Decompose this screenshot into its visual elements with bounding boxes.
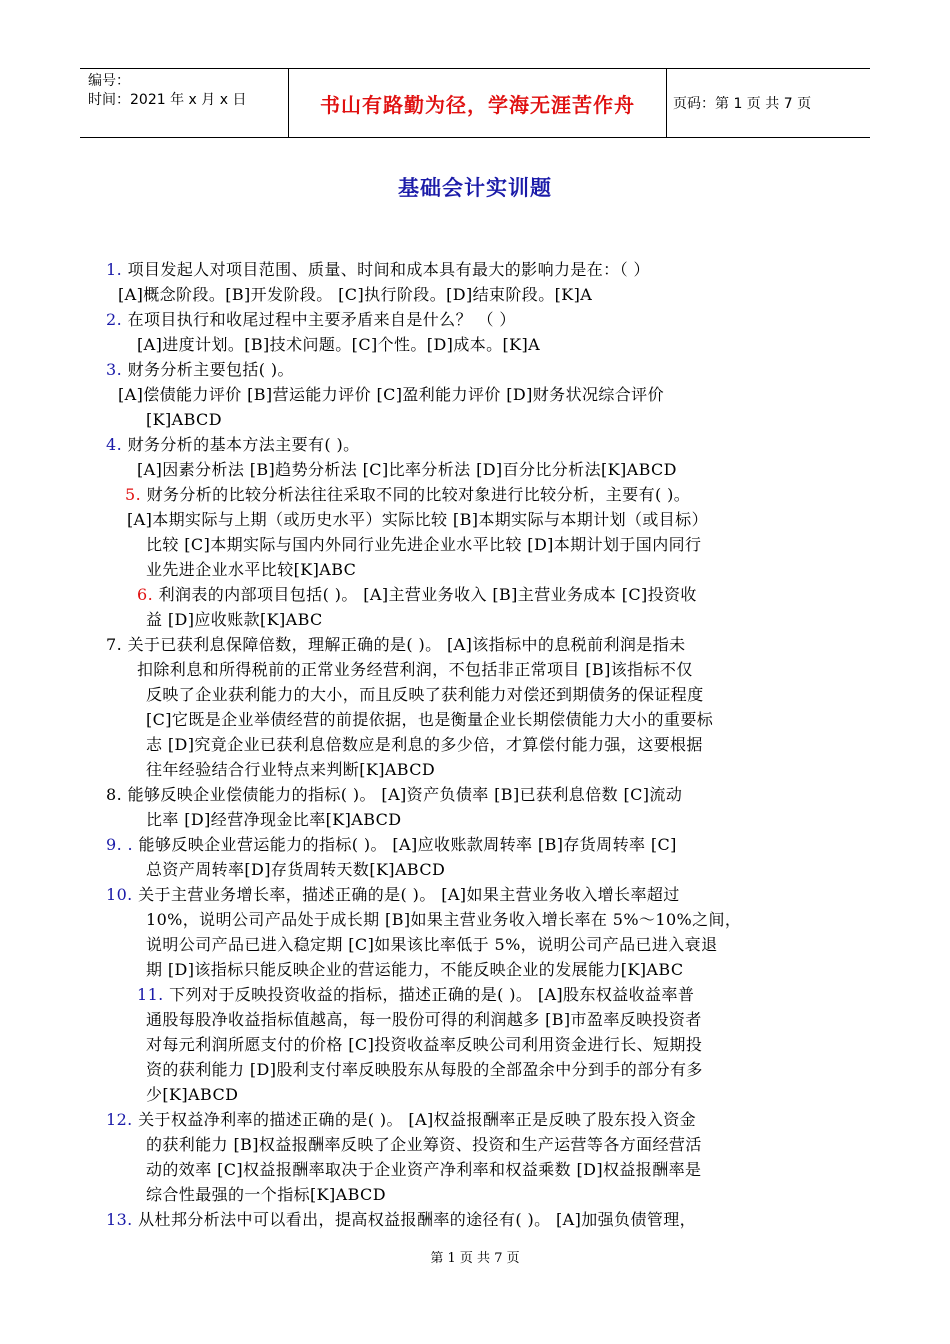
question-line: 2. 在项目执行和收尾过程中主要矛盾来自是什么？ （ ） bbox=[106, 310, 516, 329]
question-line: 的获利能力 [B]权益报酬率反映了企业筹资、投资和生产运营等各方面经营活 bbox=[146, 1135, 702, 1154]
question-line: 业先进企业水平比较[K]ABC bbox=[146, 560, 357, 579]
question-line: [K]ABCD bbox=[146, 410, 222, 429]
question-line: 少[K]ABCD bbox=[146, 1085, 239, 1104]
question-line: 对每元利润所愿支付的价格 [C]投资收益率反映公司利用资金进行长、短期投 bbox=[146, 1035, 703, 1054]
question-line: 11. 下列对于反映投资收益的指标，描述正确的是( )。 [A]股东权益收益率普 bbox=[137, 985, 695, 1004]
question-line: 益 [D]应收账款[K]ABC bbox=[146, 610, 323, 629]
question-line: 反映了企业获利能力的大小，而且反映了获利能力对偿还到期债务的保证程度 bbox=[146, 685, 704, 704]
code-label: 编号： bbox=[88, 73, 130, 89]
question-line: [A]概念阶段。[B]开发阶段。 [C]执行阶段。[D]结束阶段。[K]A bbox=[118, 285, 593, 304]
question-line: 比较 [C]本期实际与国内外同行业先进企业水平比较 [D]本期计划于国内同行 bbox=[146, 535, 702, 554]
header-page-info: 页码：第 1 页 共 7 页 bbox=[673, 96, 812, 112]
question-line: 比率 [D]经营净现金比率[K]ABCD bbox=[146, 810, 402, 829]
question-line: [A]进度计划。[B]技术问题。[C]个性。[D]成本。[K]A bbox=[137, 335, 541, 354]
question-line: 6. 利润表的内部项目包括( )。 [A]主营业务收入 [B]主营业务成本 [C]投资收 bbox=[137, 585, 697, 604]
header-motto: 书山有路勤为径，学海无涯苦作舟 bbox=[288, 69, 667, 137]
question-line: 10. 关于主营业务增长率，描述正确的是( )。 [A]如果主营业务收入增长率超过 bbox=[106, 885, 680, 904]
question-line: [C]它既是企业举债经营的前提依据，也是衡量企业长期偿债能力大小的重要标 bbox=[146, 710, 714, 729]
question-line: 3. 财务分析主要包括( )。 bbox=[106, 360, 294, 379]
question-line: [A]本期实际与上期（或历史水平）实际比较 [B]本期实际与本期计划（或目标） bbox=[127, 510, 708, 529]
question-line: 综合性最强的一个指标[K]ABCD bbox=[146, 1185, 386, 1204]
page-footer: 第 1 页 共 7 页 bbox=[430, 1251, 520, 1266]
question-line: 10%，说明公司产品处于成长期 [B]如果主营业务收入增长率在 5%～10%之间， bbox=[146, 910, 742, 929]
question-line: 资的获利能力 [D]股利支付率反映股东从每股的全部盈余中分到手的部分有多 bbox=[146, 1060, 703, 1079]
question-line: 12. 关于权益净利率的描述正确的是( )。 [A]权益报酬率正是反映了股东投入资金 bbox=[106, 1110, 697, 1129]
question-line: 8. 能够反映企业偿债能力的指标( )。 [A]资产负债率 [B]已获利息倍数 [C]流动 bbox=[106, 785, 683, 804]
question-line: 9. . 能够反映企业营运能力的指标( )。 [A]应收账款周转率 [B]存货周转率 [C] bbox=[106, 835, 677, 854]
question-line: 说明公司产品已进入稳定期 [C]如果该比率低于 5%，说明公司产品已进入衰退 bbox=[146, 935, 718, 954]
question-line: 4. 财务分析的基本方法主要有( )。 bbox=[106, 435, 360, 454]
question-line: 往年经验结合行业特点来判断[K]ABCD bbox=[146, 760, 436, 779]
question-line: 扣除利息和所得税前的正常业务经营利润，不包括非正常项目 [B]该指标不仅 bbox=[137, 660, 693, 679]
document-title: 基础会计实训题 bbox=[398, 175, 552, 200]
question-line: 5. 财务分析的比较分析法往往采取不同的比较对象进行比较分析，主要有( )。 bbox=[125, 485, 691, 504]
question-line: 动的效率 [C]权益报酬率取决于企业资产净利率和权益乘数 [D]权益报酬率是 bbox=[146, 1160, 702, 1179]
question-line: 7. 关于已获利息保障倍数，理解正确的是( )。 [A]该指标中的息税前利润是指未 bbox=[106, 635, 686, 654]
header-table bbox=[80, 68, 870, 138]
question-line: 13. 从杜邦分析法中可以看出，提高权益报酬率的途径有( )。 [A]加强负债管理， bbox=[106, 1210, 697, 1229]
time-label: 时间：2021 年 x 月 x 日 bbox=[88, 92, 247, 108]
question-line: [A]偿债能力评价 [B]营运能力评价 [C]盈利能力评价 [D]财务状况综合评价 bbox=[118, 385, 664, 404]
question-line: 1. 项目发起人对项目范围、质量、时间和成本具有最大的影响力是在：（ ） bbox=[106, 260, 650, 279]
question-line: 期 [D]该指标只能反映企业的营运能力，不能反映企业的发展能力[K]ABC bbox=[146, 960, 684, 979]
question-line: 总资产周转率[D]存货周转天数[K]ABCD bbox=[146, 860, 446, 879]
question-line: 志 [D]究竟企业已获利息倍数应是利息的多少倍，才算偿付能力强，这要根据 bbox=[146, 735, 703, 754]
question-line: [A]因素分析法 [B]趋势分析法 [C]比率分析法 [D]百分比分析法[K]ABCD bbox=[137, 460, 677, 479]
question-line: 通股每股净收益指标值越高，每一股份可得的利润越多 [B]市盈率反映投资者 bbox=[146, 1010, 702, 1029]
header-meta bbox=[80, 69, 288, 137]
